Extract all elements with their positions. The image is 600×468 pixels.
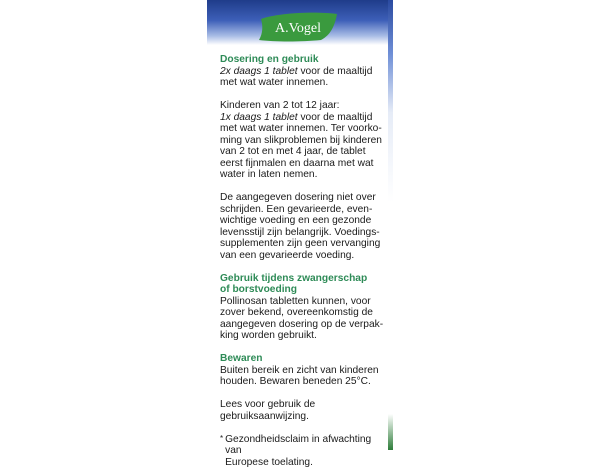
logo-text: A.Vogel [275,21,321,36]
dosering-line1 [220,66,390,78]
kinderen-dose-rest: voor de maaltijd [298,112,373,123]
footnote [220,434,390,468]
kinderen-dose-italic: 1x daags 1 tablet [220,112,298,123]
zwangerschap-body: Pollinosan tabletten kunnen, voor zover bekend, overeenkomstig de aangegeven dosering op de verpak- king worden gebruikt. [220,296,390,342]
footnote-body: Gezondheidsclaim in afwachting van Europese toelating. [225,434,390,468]
dosering-line2: met wat water innemen. [220,77,390,89]
label-right-edge [388,0,393,450]
dosering-dose-rest: voor de maaltijd [298,66,373,77]
kinderen-body: met wat water innemen. Ter voorko- ming van slikproblemen bij kinderen van 2 tot en met 4 jaar, de tablet eerst fijnmalen en daarna met wat water in laten nemen. [220,123,390,181]
lees-body: Lees voor gebruik de gebruiksaanwijzing. [220,399,390,422]
heading-dosering: Dosering en gebruik [220,54,390,66]
label-content [220,54,390,468]
dosering-dose-italic: 2x daags 1 tablet [220,66,298,77]
kinderen-intro: Kinderen van 2 tot 12 jaar: [220,100,390,112]
leaf-logo-icon [255,11,341,43]
brand-logo [255,11,341,43]
bewaren-body: Buiten bereik en zicht van kinderen houden. Bewaren beneden 25°C. [220,365,390,388]
advies-body: De aangegeven dosering niet over schrijden. Een gevarieerde, even- wichtige voeding en een gezonde levensstijl zijn belangrijk. Voedings- supplementen zijn geen vervanging van een gevarieerde voeding. [220,192,390,261]
kinderen-dose-line [220,112,390,124]
heading-bewaren: Bewaren [220,353,390,365]
footnote-marker: * [220,435,223,443]
heading-zwangerschap: Gebruik tijdens zwangerschap of borstvoeding [220,273,390,296]
product-label-panel [207,0,393,450]
